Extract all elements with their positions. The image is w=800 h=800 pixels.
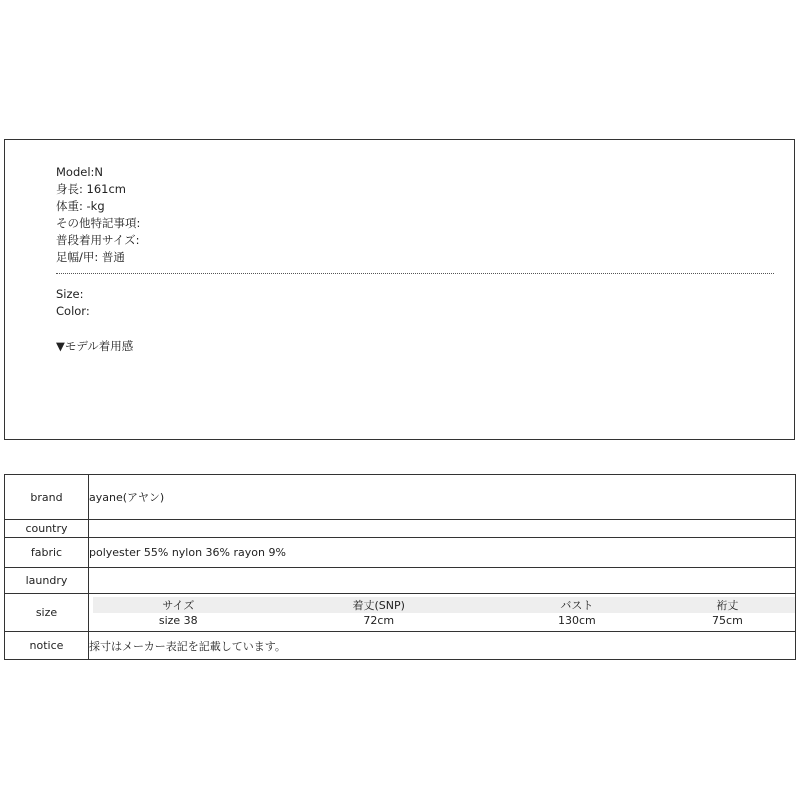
worn-size-label: Size: [56, 287, 84, 301]
country-value [89, 520, 796, 538]
product-info-table [4, 474, 796, 660]
model-details [56, 164, 140, 266]
country-label: country [5, 520, 89, 538]
notice-value: 採寸はメーカー表記を記載しています。 [89, 632, 796, 660]
length-value: 72cm [264, 613, 494, 629]
model-feel-heading: ▼モデル着用感 [56, 339, 134, 353]
worn-color-label: Color: [56, 304, 90, 318]
size-chart [93, 597, 795, 629]
table-row [5, 568, 796, 594]
worn-spec [56, 286, 90, 320]
size-chart-header-row [93, 597, 795, 613]
model-name: Model:N [56, 165, 104, 179]
laundry-label: laundry [5, 568, 89, 594]
bust-header: バスト [494, 597, 660, 613]
fabric-label: fabric [5, 538, 89, 568]
brand-value: ayane(アヤン) [89, 475, 796, 520]
table-row [5, 538, 796, 568]
bust-value: 130cm [494, 613, 660, 629]
model-info-box [4, 139, 795, 440]
table-row [5, 520, 796, 538]
size-chart-cell [89, 594, 796, 632]
brand-label: brand [5, 475, 89, 520]
table-row [5, 632, 796, 660]
table-row [5, 594, 796, 632]
model-weight: 体重: -kg [56, 199, 105, 213]
size-label: size [5, 594, 89, 632]
size-value: size 38 [93, 613, 264, 629]
notice-label: notice [5, 632, 89, 660]
model-foot-width: 足幅/甲: 普通 [56, 250, 125, 264]
model-notes: その他特記事項: [56, 216, 141, 230]
dotted-divider [56, 273, 774, 274]
laundry-value [89, 568, 796, 594]
sleeve-header: 裄丈 [660, 597, 795, 613]
table-row [5, 475, 796, 520]
model-usual-size: 普段着用サイズ: [56, 233, 140, 247]
fabric-value: polyester 55% nylon 36% rayon 9% [89, 538, 796, 568]
length-header: 着丈(SNP) [264, 597, 494, 613]
size-header: サイズ [93, 597, 264, 613]
model-height: 身長: 161cm [56, 182, 127, 196]
size-chart-value-row [93, 613, 795, 629]
sleeve-value: 75cm [660, 613, 795, 629]
